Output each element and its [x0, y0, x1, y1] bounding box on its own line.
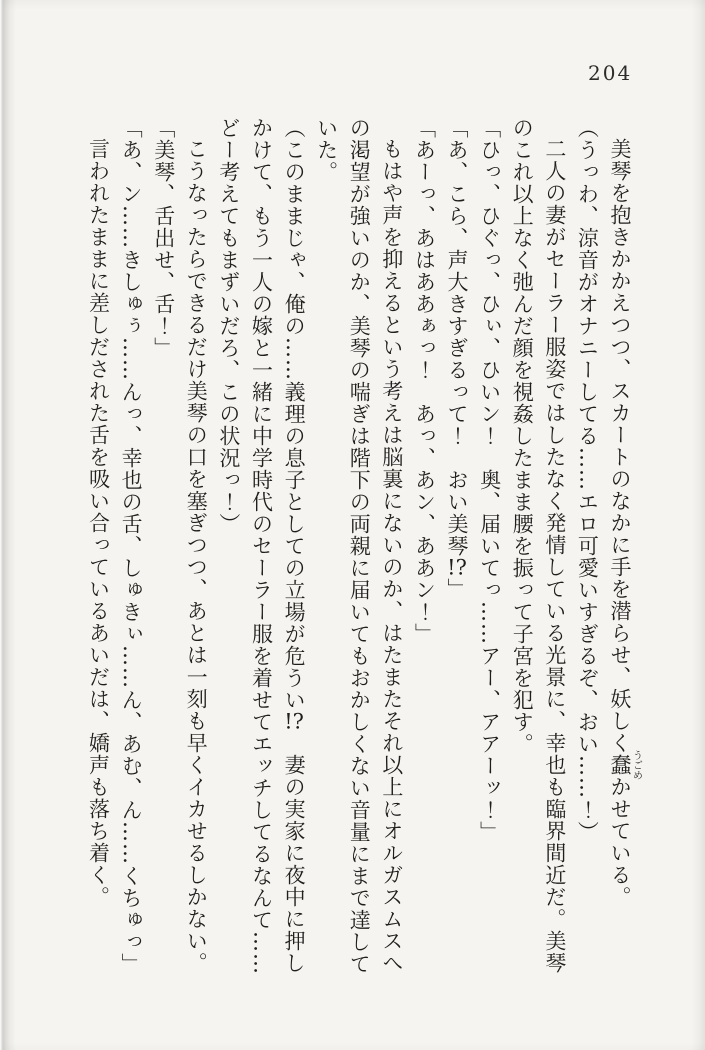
paragraph-5	[440, 117, 473, 977]
paragraph-8	[212, 117, 310, 977]
paragraph-7	[310, 117, 408, 977]
text-run: 「あ、ン……きしゅぅ……んっ、幸也の舌、しゅきぃ……ん、あむ、ん……くちゅっ」	[119, 117, 144, 975]
text-run: 「ひっ、ひぐっ、ひぃ、ひいン！ 奥、届いてっ……アー、アアーッ！」	[477, 117, 502, 843]
text-block	[82, 117, 641, 977]
text-run: 」	[445, 578, 470, 600]
paragraph-2	[571, 117, 604, 977]
ruby-annotated-char: 蠢うごめ	[608, 750, 642, 780]
text-run: 「あ、こら、声大きすぎるって！ おい美琴	[445, 117, 470, 557]
paragraph-1	[603, 117, 641, 977]
tatechuyoko-glyph: !?	[284, 711, 304, 732]
paragraph-12	[82, 117, 115, 977]
text-run: 美琴を抱きかかえつつ、スカートのなかに手を潜らせ、妖しく	[608, 138, 632, 754]
text-run: かせている。	[608, 776, 632, 908]
text-run: 言われたままに差しだされた舌を吸い合っているあいだは、嬌声も落ち着く。	[86, 138, 111, 908]
text-run: 「美琴、舌出せ、舌！」	[151, 117, 176, 359]
text-run: 「あーっ、あはああぁっ！ あっ、あン、ああン！」	[412, 117, 437, 645]
text-run: こうなったらできるだけ美琴の口を塞ぎつつ、あとは一刻も早くイカせるしかない。	[184, 138, 209, 974]
text-run: （このままじゃ、俺の……義理の息子としての立場が危うい	[282, 117, 307, 711]
page-number: 204	[588, 61, 633, 85]
paragraph-3	[506, 117, 571, 977]
text-run: 妻の実家に夜中に押しかけて、もう一人の嫁と一緒に中学時代のセーラー服を着せてエッチしてるなんて……どー考えてもまずいだろ、この状況っ！）	[216, 117, 307, 975]
tatechuyoko-glyph: !?	[447, 557, 467, 578]
paragraph-9	[180, 117, 213, 977]
paragraph-6	[408, 117, 441, 977]
paragraph-11	[115, 117, 148, 977]
text-run: もはや声を抑えるという考えは脳裏にないのか、はたまたそれ以上にオルガスムスへの渇望が強いのか、美琴の喘ぎは階下の両親に届いてもおかしくない音量にまで達していた。	[314, 117, 404, 975]
text-run: 二人の妻がセーラー服姿ではしたなく発情している光景に、幸也も臨界間近だ。美琴のこれ以上なく弛んだ顔を視姦したまま腰を振って子宮を犯す。	[510, 117, 567, 974]
text-run: （うっわ、涼音がオナニーしてる……エロ可愛いすぎるぞ、おい……！）	[575, 117, 600, 843]
furigana: うごめ	[630, 750, 642, 780]
paragraph-4	[473, 117, 506, 977]
paragraph-10	[147, 117, 180, 977]
